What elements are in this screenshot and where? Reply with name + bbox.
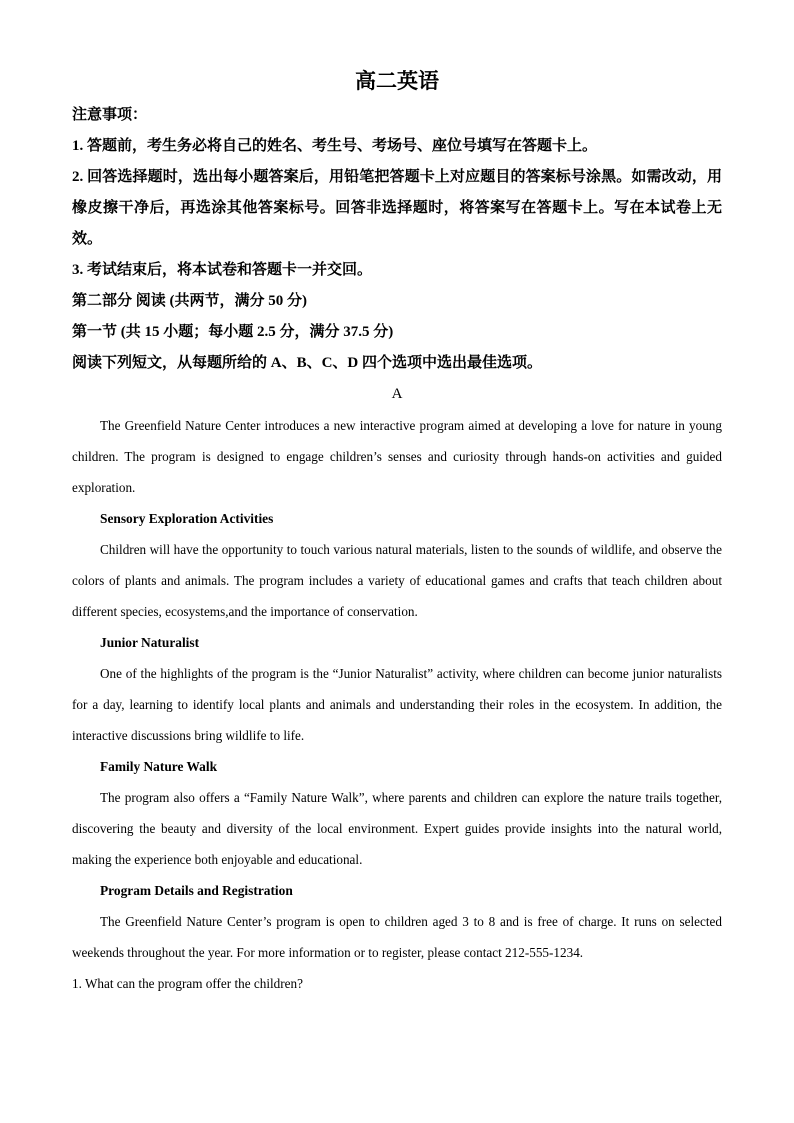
section-heading: 第一节 (共 15 小题；每小题 2.5 分，满分 37.5 分) (72, 324, 394, 340)
passage-paragraph: The program also offers a “Family Nature Walk”, where parents and children can explore the nature trails together, discovering the beauty and diversity of the local environment. Expert guides provide insights into the natural world, making the experience both enjoyable and educational. (72, 790, 722, 867)
passage-letter: A (391, 386, 403, 402)
passage-intro: The Greenfield Nature Center introduces a new interactive program aimed at developing a love for nature in young children. The program is designed to engage children’s senses and curiosity through hands-on activities and guided exploration. (72, 418, 722, 495)
passage-subheading: Junior Naturalist (100, 635, 200, 650)
exam-page (72, 64, 722, 999)
notice-item-1: 1. 答题前，考生务必将自己的姓名、考生号、考场号、座位号填写在答题卡上。 (72, 138, 598, 154)
passage-subheading: Program Details and Registration (100, 883, 293, 898)
passage-paragraph: Children will have the opportunity to touch various natural materials, listen to the sounds of wildlife, and observe the colors of plants and animals. The program includes a variety of educational games and crafts that teach children about different species, ecosystems,and the importance of conservation. (72, 542, 722, 619)
page-title: 高二英语 (355, 69, 439, 93)
passage-subheading: Sensory Exploration Activities (100, 511, 274, 526)
passage-paragraph: The Greenfield Nature Center’s program is open to children aged 3 to 8 and is free of charge. It runs on selected weekends throughout the year. For more information or to register, please contact 212-555-1234. (72, 914, 722, 960)
notice-item-2: 2. 回答选择题时，选出每小题答案后，用铅笔把答题卡上对应题目的答案标号涂黑。如需改动，用橡皮擦干净后，再选涂其他答案标号。回答非选择题时，将答案写在答题卡上。写在本试卷上无效。 (72, 169, 722, 247)
question-1: 1. What can the program offer the children? (72, 976, 303, 991)
passage-subheading: Family Nature Walk (100, 759, 218, 774)
reading-instruction: 阅读下列短文，从每题所给的 A、B、C、D 四个选项中选出最佳选项。 (72, 355, 543, 371)
notice-heading: 注意事项： (72, 107, 148, 123)
part-heading: 第二部分 阅读 (共两节，满分 50 分) (72, 293, 307, 309)
passage-paragraph: One of the highlights of the program is the “Junior Naturalist” activity, where children can become junior naturalists for a day, learning to identify local plants and animals and understanding their roles in the ecosystem. In addition, the interactive discussions bring wildlife to life. (72, 666, 722, 743)
notice-item-3: 3. 考试结束后，将本试卷和答题卡一并交回。 (72, 262, 373, 278)
